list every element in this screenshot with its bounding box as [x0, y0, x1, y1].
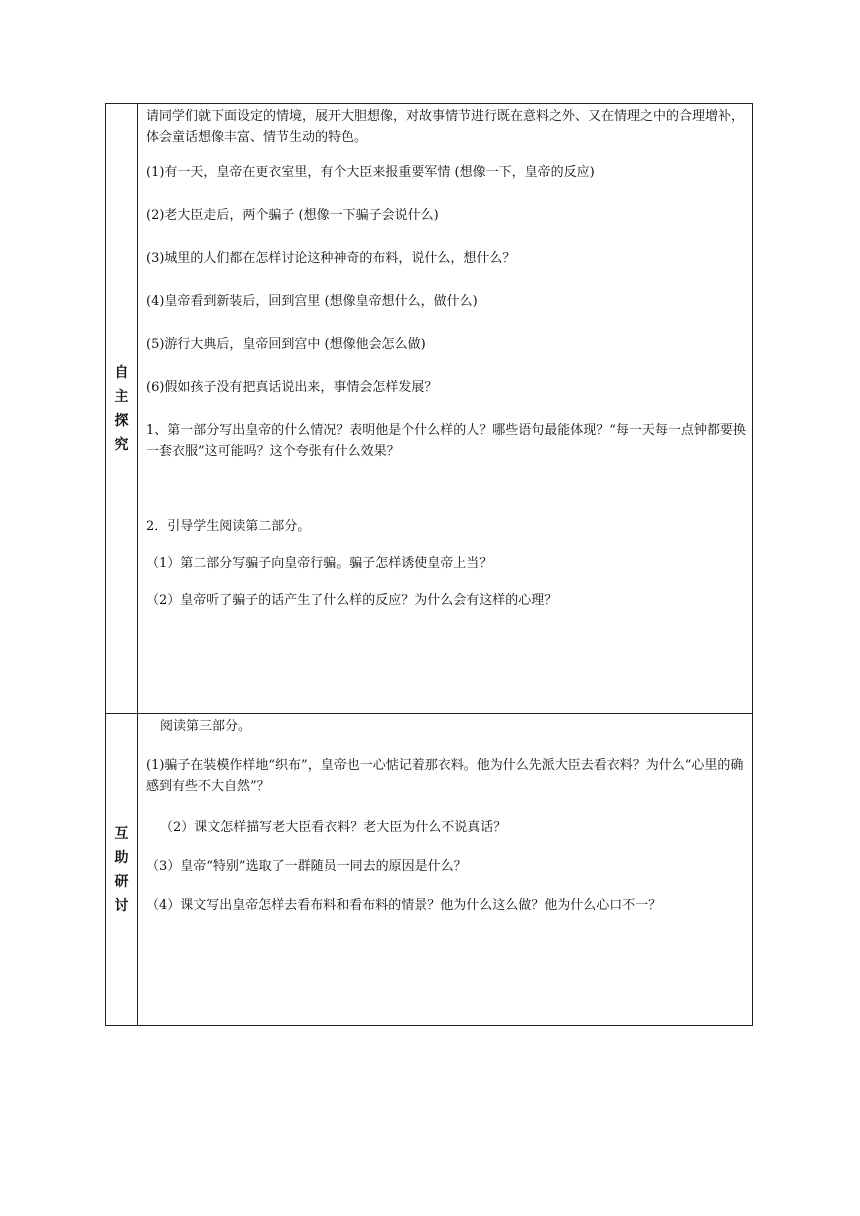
label-char: 探 — [114, 412, 129, 429]
worksheet-table — [105, 103, 753, 1026]
label-char: 究 — [114, 436, 129, 453]
label-char: 助 — [114, 849, 129, 866]
intro-paragraph: 请同学们就下面设定的情境，展开大胆想像，对故事情节进行既在意料之外、又在情理之中的合理增补，体会童话想像丰富、情节生动的特色。 — [146, 109, 745, 145]
section-content — [138, 714, 752, 1025]
scenario-item: (2)老大臣走后，两个骗子 (想像一下骗子会说什么) — [146, 208, 439, 223]
scenario-item: (3)城里的人们都在怎样讨论这种神奇的布料，说什么，想什么？ — [146, 251, 516, 266]
label-char: 主 — [114, 388, 129, 405]
scenario-item: (4)皇帝看到新装后，回到宫里 (想像皇帝想什么，做什么) — [146, 294, 478, 309]
section-label-cell — [106, 104, 138, 713]
question-2-sub: （1）第二部分写骗子向皇帝行骗。骗子怎样诱使皇帝上当？ — [146, 556, 493, 571]
discussion-item: （2）课文怎样描写老大臣看衣料？老大臣为什么不说真话？ — [160, 820, 507, 835]
label-char: 自 — [114, 364, 129, 381]
discussion-item: (1)骗子在装模作样地“织布”，皇帝也一心惦记着那衣料。他为什么先派大臣去看衣料？为什么“心里的确感到有些不大自然”？ — [146, 758, 744, 794]
section-label-cell — [106, 714, 138, 1025]
section-label — [115, 361, 129, 457]
discussion-item: （4）课文写出皇帝怎样去看布料和看布料的情景？他为什么这么做？他为什么心口不一？ — [146, 898, 662, 913]
label-char: 研 — [114, 873, 129, 890]
discussion-item: （3）皇帝“特别”选取了一群随员一同去的原因是什么？ — [146, 859, 467, 874]
label-char: 互 — [114, 825, 129, 842]
section-content — [138, 104, 752, 713]
scenario-item: (6)假如孩子没有把真话说出来，事情会怎样发展？ — [146, 380, 438, 395]
section-label — [115, 822, 129, 918]
question-2-sub: （2）皇帝听了骗子的话产生了什么样的反应？为什么会有这样的心理？ — [146, 593, 558, 608]
section-group-discussion — [106, 714, 752, 1025]
label-char: 讨 — [114, 897, 129, 914]
question-2: 2．引导学生阅读第二部分。 — [146, 519, 311, 534]
section-heading: 阅读第三部分。 — [160, 719, 252, 734]
scenario-item: (5)游行大典后，皇帝回到宫中 (想像他会怎么做) — [146, 337, 426, 352]
section-self-inquiry — [106, 104, 752, 714]
scenario-item: (1)有一天，皇帝在更衣室里，有个大臣来报重要军情 (想像一下，皇帝的反应) — [146, 165, 595, 180]
question-1: 1、第一部分写出皇帝的什么情况？表明他是个什么样的人？哪些语句最能体现？“每一天每一点钟都要换一套衣服”这可能吗？这个夸张有什么效果？ — [146, 423, 746, 459]
